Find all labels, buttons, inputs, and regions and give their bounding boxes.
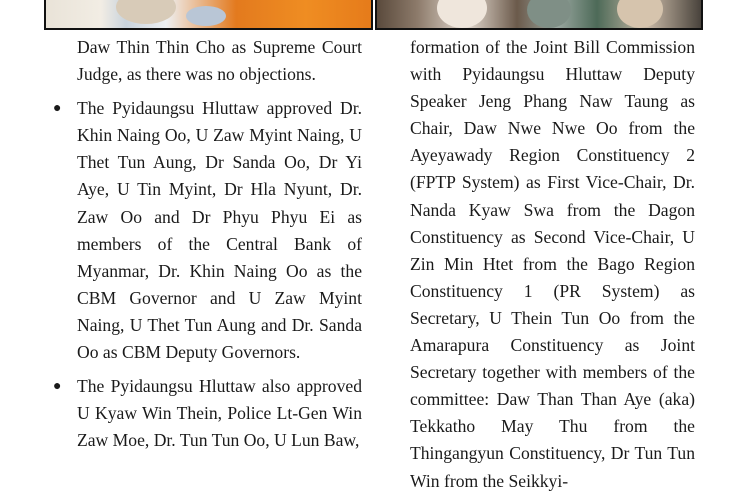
photo-figure	[617, 0, 663, 28]
news-photo-left	[44, 0, 373, 30]
paragraph-continuation: Daw Thin Thin Cho as Supreme Court Judge, as there was no objections.	[77, 37, 362, 85]
news-photo-right	[375, 0, 703, 30]
bullet-text: The Pyidaungsu Hluttaw also approved U Kyaw Win Thein, Police Lt-Gen Win Zaw Moe, Dr. Tun Tun Oo, U Lun Baw,	[77, 376, 362, 451]
bullet-item	[53, 373, 362, 454]
bullet-text: The Pyidaungsu Hluttaw approved Dr. Khin Naing Oo, U Zaw Myint Naing, U Thet Tun Aung, Dr Sanda Oo, Dr Yi Aye, U Tin Myint, Dr Hla Nyunt, Dr. Zaw Oo and Dr Phyu Phyu Ei as members of the Central Bank of Myanmar, Dr. Khin Naing Oo as the CBM Governor and U Zaw Myint Naing, U Thet Tun Aung and Dr. Sanda Oo as CBM Deputy Governors.	[77, 98, 362, 363]
article-column-left	[53, 34, 362, 454]
photo-figure	[186, 6, 226, 26]
bullet-icon: ●	[53, 379, 62, 395]
photo-figure	[116, 0, 176, 24]
paragraph-text: formation of the Joint Bill Commission with Pyidaungsu Hluttaw Deputy Speaker Jeng Phang Naw Taung as Chair, Daw Nwe Nwe Oo from the Ayeyawady Region Constituency 2 (FPTP System) as First Vice-Chair, Dr. Nanda Kyaw Swa from the Dagon Constituency as Second Vice-Chair, U Zin Min Htet from the Bago Region Constituency 1 (PR System) as Secretary, U Thein Tun Oo from the Amarapura Constituency as Joint Secretary together with members of the committee: Daw Than Than Aye (aka) Tekkatho May Thu from the Thingangyun Constituency, Dr Tun Tun Win from the Seikkyi-	[410, 37, 695, 491]
article-column-right	[410, 34, 695, 495]
photo-figure	[437, 0, 487, 28]
photo-figure	[527, 0, 571, 28]
bullet-item	[53, 95, 362, 366]
bullet-icon: ●	[53, 101, 62, 117]
